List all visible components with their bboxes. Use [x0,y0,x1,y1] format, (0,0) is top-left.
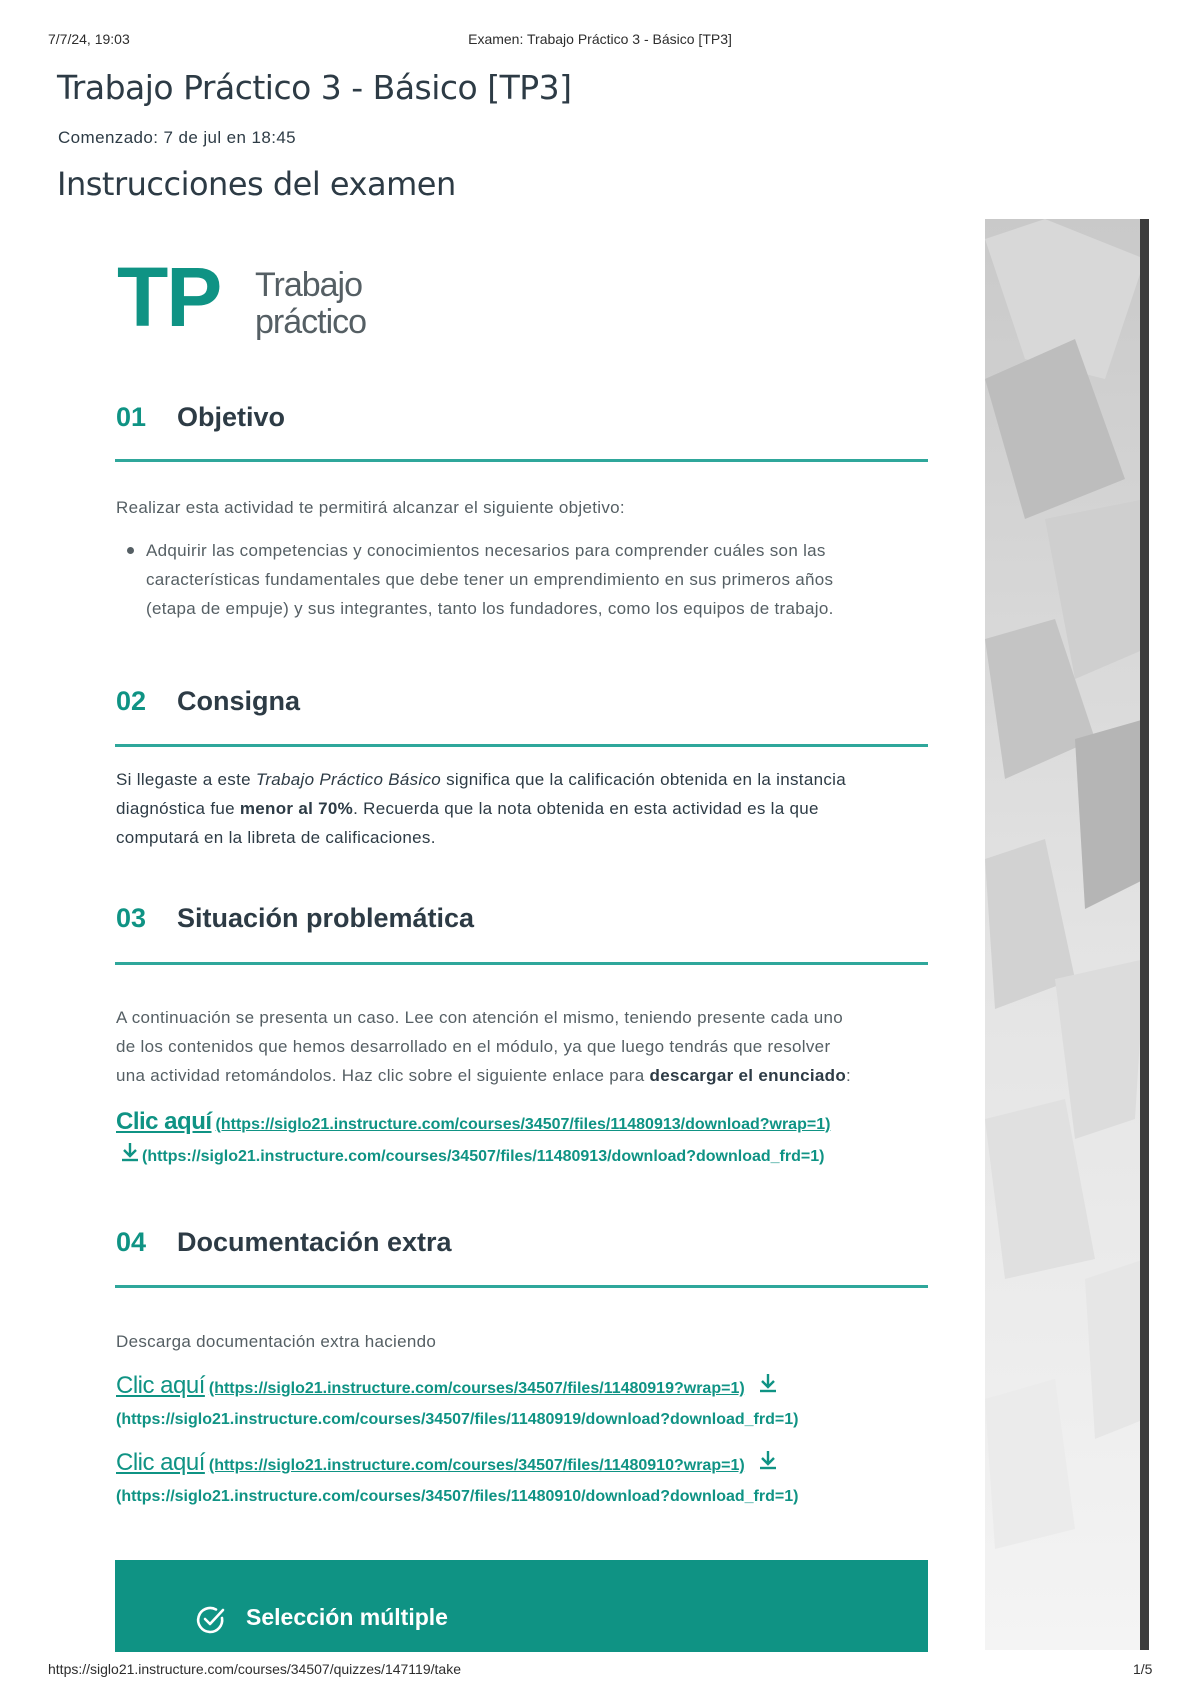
download-icon[interactable] [118,1140,142,1173]
situacion-clic-aqui-link[interactable]: Clic aquí [116,1108,212,1135]
section-number: 04 [116,1227,147,1257]
doc-file-url-2[interactable]: (https://siglo21.instructure.com/courses/34507/files/11480910?wrap=1) [208,1457,745,1474]
section-title: Objetivo [177,402,286,432]
doc-link1-row [116,1370,928,1406]
page-title: Trabajo Práctico 3 - Básico [TP3] [57,68,572,107]
situacion-download-row [118,1140,930,1173]
situacion-file-url[interactable]: (https://siglo21.instructure.com/courses/34507/files/11480913/download?wrap=1) [215,1116,831,1133]
doc-file-url-1[interactable]: (https://siglo21.instructure.com/courses/34507/files/11480919?wrap=1) [208,1380,745,1397]
doc-download2-row [116,1481,928,1511]
section-title: Consigna [177,686,301,716]
doc-clic-aqui-link-2[interactable]: Clic aquí [116,1449,205,1476]
section-heading-objetivo [116,402,285,433]
section-title: Documentación extra [177,1227,452,1257]
section-number: 02 [116,686,147,716]
doc-link2-row [116,1447,928,1483]
doc-download-url-2[interactable]: (https://siglo21.instructure.com/courses/34507/files/11480910/download?download_frd=1) [116,1488,799,1505]
banner-label: Selección múltiple [246,1604,448,1630]
objective-intro: Realizar esta actividad te permitirá alcanzar el siguiente objetivo: [116,498,625,517]
situacion-link-row [116,1106,928,1141]
check-circle-icon [195,1604,227,1641]
logo-word-trabajo: Trabajo [255,266,363,304]
logo-mark: TP [117,250,221,344]
question-type-banner [115,1560,928,1652]
print-date: 7/7/24, 19:03 [48,31,130,47]
section-divider [115,459,928,462]
download-icon[interactable] [756,1448,780,1483]
section-heading-consigna [116,686,300,717]
section-divider [115,744,928,747]
doc-download-url-1[interactable]: (https://siglo21.instructure.com/courses/34507/files/11480919/download?download_frd=1) [116,1411,799,1428]
documentacion-intro: Descarga documentación extra haciendo [116,1332,437,1351]
print-page-number: 1/5 [1133,1661,1153,1677]
print-footer-url: https://siglo21.instructure.com/courses/34507/quizzes/147119/take [48,1661,461,1677]
section-number: 01 [116,402,147,432]
situacion-paragraph: A continuación se presenta un caso. Lee con atención el mismo, teniendo presente cada uno de los contenidos que hemos desarrollado en el módulo, ya que luego tendrás que resolver una actividad retomándolos. Haz clic sobre el siguiente enlace para descargar el enunciado: [116,1008,852,1085]
decorative-side-image [985,219,1145,1650]
side-divider [1140,219,1149,1650]
download-icon[interactable] [756,1371,780,1406]
print-title: Examen: Trabajo Práctico 3 - Básico [TP3] [468,31,732,47]
section-divider [115,962,928,965]
started-timestamp: Comenzado: 7 de jul en 18:45 [58,128,297,147]
section-heading-documentacion [116,1227,452,1258]
instructions-heading: Instrucciones del examen [57,165,456,203]
section-heading-situacion [116,903,474,934]
logo-word-practico: práctico [255,303,367,341]
doc-download1-row [116,1404,928,1434]
situacion-download-url[interactable]: (https://siglo21.instructure.com/courses/34507/files/11480913/download?download_frd=1) [142,1147,825,1165]
section-number: 03 [116,903,147,933]
section-divider [115,1285,928,1288]
consigna-paragraph: Si llegaste a este Trabajo Práctico Básico significa que la calificación obtenida en la instancia diagnóstica fue menor al 70%. Recuerda que la nota obtenida en esta actividad es la que computará en la libreta de calificaciones. [116,770,846,847]
section-title: Situación problemática [177,903,475,933]
objective-bullet-text: Adquirir las competencias y conocimientos necesarios para comprender cuáles son las características fundamentales que debe tener un emprendimiento en sus primeros años (etapa de empuje) y sus integrantes, tanto los fundadores, como los equipos de trabajo. [146,541,834,618]
doc-clic-aqui-link-1[interactable]: Clic aquí [116,1372,205,1399]
